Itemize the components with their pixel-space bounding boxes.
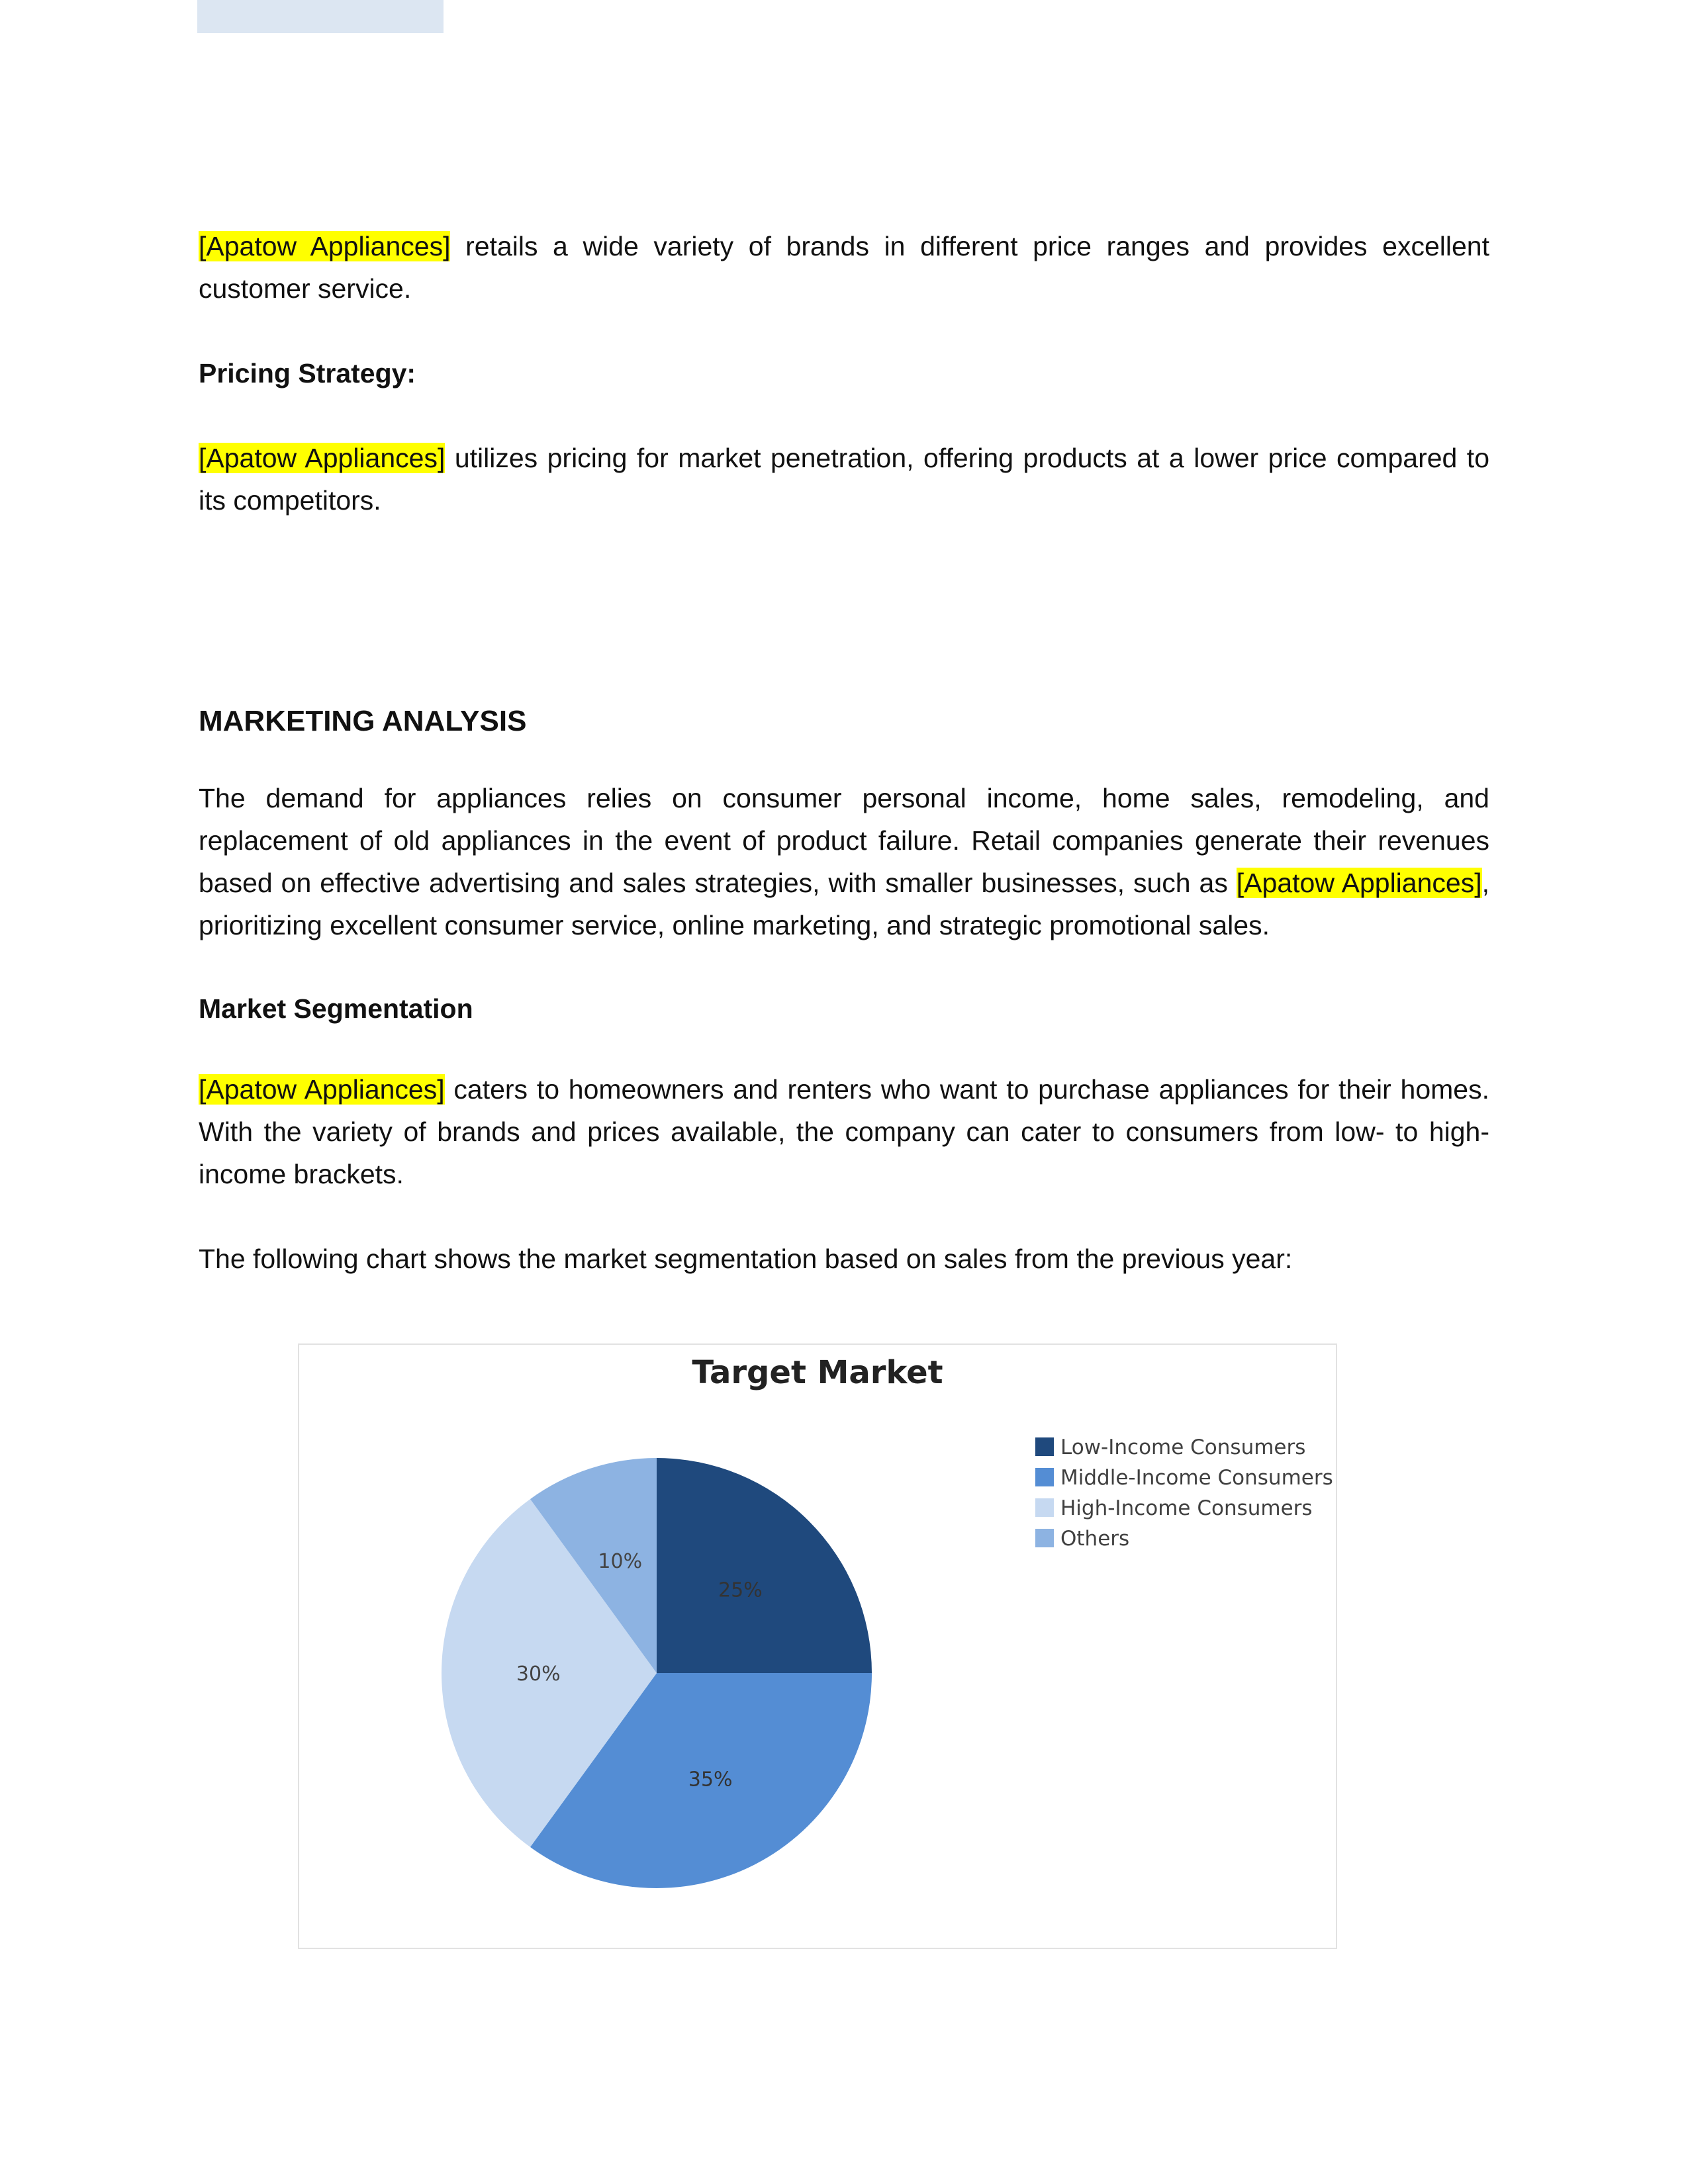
- company-name-highlight: [Apatow Appliances]: [199, 443, 445, 473]
- company-name-highlight: [Apatow Appliances]: [199, 231, 451, 261]
- marketing-paragraph: [199, 777, 1489, 946]
- legend-swatch: [1035, 1437, 1054, 1456]
- pricing-text: utilizes pricing for market penetration, offering products at a lower price compared to its competitors.: [199, 443, 1490, 516]
- pie-slices: [442, 1458, 872, 1888]
- legend-label: High-Income Consumers: [1060, 1496, 1313, 1520]
- legend-swatch: [1035, 1468, 1054, 1486]
- market-segmentation-heading: Market Segmentation: [199, 993, 473, 1024]
- chart-legend: [1035, 1435, 1333, 1551]
- pie-slice-low-income-consumers: [657, 1458, 872, 1673]
- legend-label: Middle-Income Consumers: [1060, 1466, 1333, 1490]
- pie-data-label: 35%: [688, 1768, 733, 1792]
- segmentation-paragraph: [199, 1068, 1489, 1195]
- intro-paragraph: [199, 225, 1489, 310]
- document-body: [199, 225, 1489, 1280]
- target-market-chart: [298, 1343, 1337, 1949]
- header-shading-bar: [197, 0, 444, 33]
- pie-data-label: 10%: [598, 1549, 643, 1573]
- legend-label: Low-Income Consumers: [1060, 1435, 1306, 1459]
- legend-label: Others: [1060, 1527, 1130, 1551]
- pricing-heading: Pricing Strategy:: [199, 358, 416, 388]
- segmentation-text: caters to homeowners and renters who want to purchase appliances for their homes. With the variety of brands and prices available, the company can cater to consumers from low- to high-income brackets.: [199, 1074, 1489, 1189]
- company-name-highlight: [Apatow Appliances]: [199, 1074, 445, 1105]
- pie-chart-svg: [299, 1345, 1336, 1948]
- company-name-highlight: [Apatow Appliances]: [1236, 868, 1482, 898]
- legend-swatch: [1035, 1529, 1054, 1547]
- pie-data-label: 30%: [516, 1662, 561, 1686]
- pricing-paragraph: [199, 437, 1489, 522]
- marketing-text-start: The demand for appliances relies on consumer personal income, home sales, remodeling, and replacement of old appliances in the event of product failure. Retail companies generate their revenues based on effective advertising and sales strategies, with smaller businesses, such as: [199, 783, 1489, 898]
- marketing-text-end: , prioritizing excellent consumer service, online marketing, and strategic promotional sales.: [199, 868, 1489, 940]
- chart-intro-paragraph: The following chart shows the market segmentation based on sales from the previous year:: [199, 1244, 1293, 1274]
- intro-text: retails a wide variety of brands in different price ranges and provides excellent customer service.: [199, 231, 1489, 304]
- legend-swatch: [1035, 1498, 1054, 1517]
- chart-title: Target Market: [692, 1354, 943, 1391]
- marketing-analysis-heading: MARKETING ANALYSIS: [199, 705, 527, 737]
- pie-data-label: 25%: [718, 1578, 763, 1602]
